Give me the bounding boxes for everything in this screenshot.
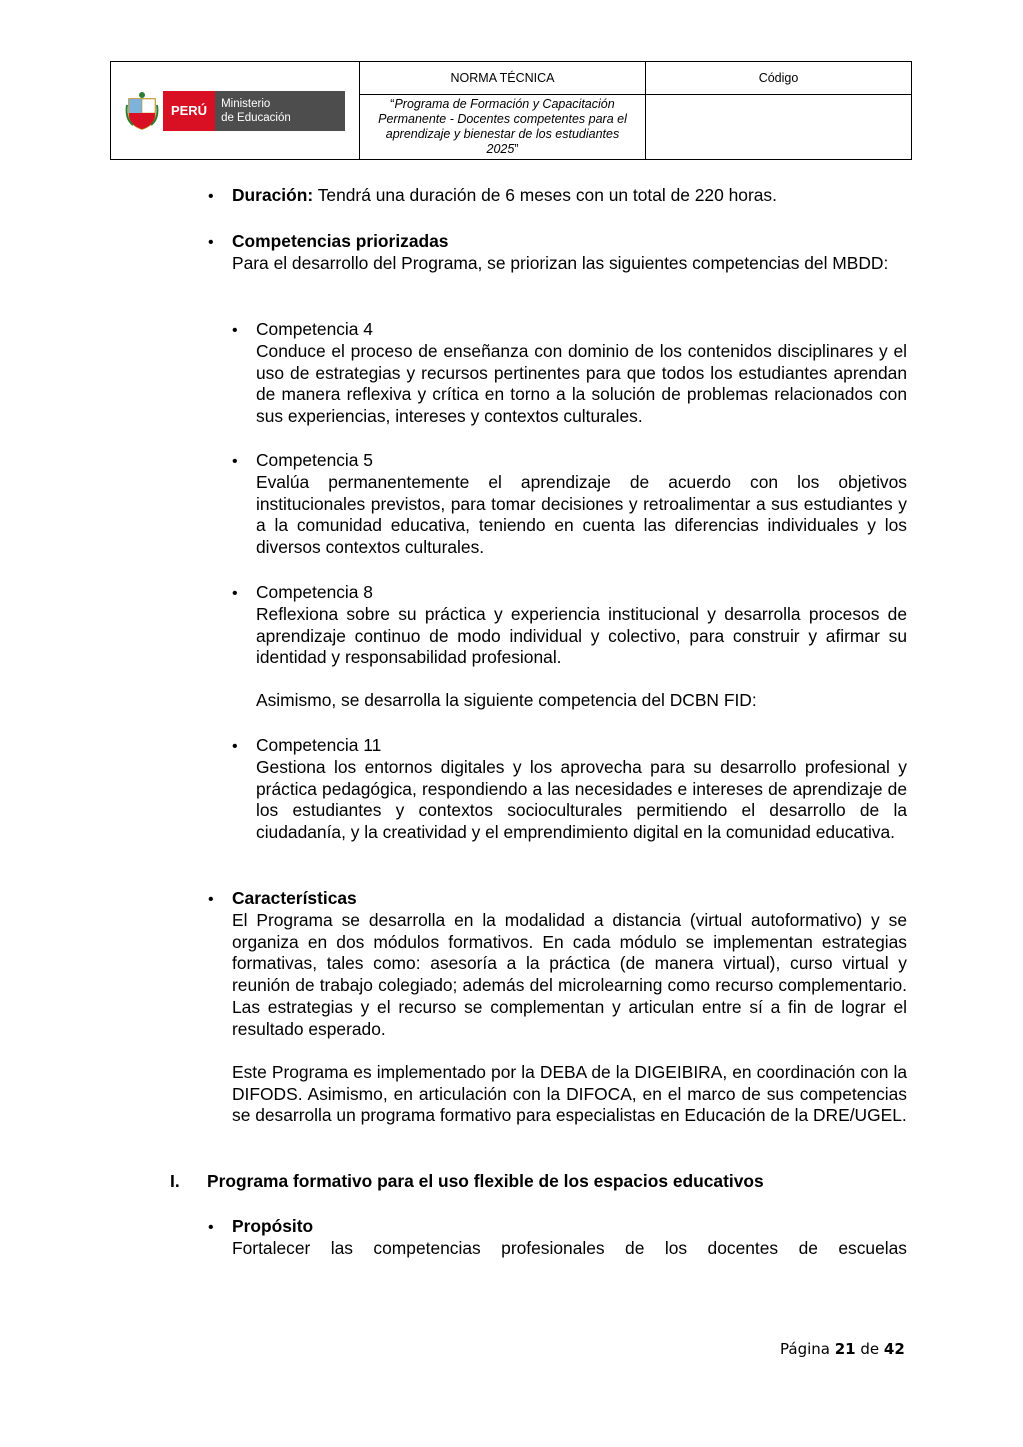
- program-title-cell: [360, 95, 646, 160]
- bullet-icon: •: [232, 585, 238, 602]
- competencias-intro: Para el desarrollo del Programa, se priorizan las siguientes competencias del MBDD:: [232, 253, 889, 273]
- quote-close: ”: [514, 142, 519, 156]
- ministerio-line-1: Ministerio: [221, 97, 271, 110]
- ministerio-line-2: de Educación: [221, 111, 291, 124]
- comp4-title: Competencia 4: [256, 319, 373, 339]
- competencias-title: [232, 231, 907, 253]
- proposito-title: [232, 1216, 907, 1238]
- bullet-icon: •: [208, 234, 214, 251]
- ministerio-label: [215, 91, 345, 131]
- comp5-title: Competencia 5: [256, 450, 373, 470]
- bullet-icon: •: [232, 453, 238, 470]
- peru-coat-of-arms-icon: [125, 91, 159, 131]
- comp11-title: Competencia 11: [256, 735, 382, 755]
- peru-label: PERÚ: [163, 91, 215, 131]
- caracteristicas-text: El Programa se desarrolla en la modalidad a distancia (virtual autoformativo) y se organiza en dos módulos formativos. En cada módulo se implementan estrategias formativas, tales como: asesoría a la práctica (de manera virtual), curso virtual y reunión de trabajo colegiado; además del microlearning como recurso complementario. Las estrategias y el recurso se complementan y articulan entre sí a fin de lograr el resultado esperado.: [232, 910, 907, 1039]
- bullet-icon: •: [208, 891, 214, 908]
- proposito-heading: Propósito: [232, 1216, 314, 1236]
- minedu-logo: [111, 91, 359, 131]
- duracion-text: Tendrá una duración de 6 meses con un total de 220 horas.: [317, 185, 777, 205]
- asimismo-paragraph: Asimismo, se desarrolla la siguiente competencia del DCBN FID:: [256, 690, 757, 710]
- duracion-paragraph: [232, 185, 907, 207]
- footer-pagina-label: Página: [780, 1340, 830, 1358]
- norma-tecnica-cell: NORMA TÉCNICA: [360, 62, 646, 95]
- comp8-text: Reflexiona sobre su práctica y experiencia institucional y desarrolla procesos de aprendizaje continuo de modo individual y colectivo, para construir y afirmar su identidad y responsabilidad profesional.: [256, 604, 907, 668]
- quote-open: “: [390, 97, 395, 111]
- competencias-heading: Competencias priorizadas: [232, 231, 449, 251]
- caracteristicas-title: [232, 888, 907, 910]
- logo-cell: [111, 62, 360, 160]
- page-footer: [780, 1340, 905, 1358]
- section-number: I.: [170, 1171, 180, 1191]
- comp8-title: Competencia 8: [256, 582, 373, 602]
- footer-current-page: 21: [834, 1340, 856, 1358]
- program-title: Programa de Formación y Capacitación Permanente - Docentes competentes para el aprendizaje y bienestar de los estudiantes 2025: [378, 97, 627, 156]
- document-header-table: [110, 61, 912, 160]
- implementacion-paragraph: Este Programa es implementado por la DEBA de la DIGEIBIRA, en coordinación con la DIFODS. Asimismo, en articulación con la DIFOCA, en el marco de sus competencias se desarrolla un programa formativo para especialistas en Educación de la DRE/UGEL.: [232, 1062, 907, 1126]
- bullet-icon: •: [232, 322, 238, 339]
- proposito-text: Fortalecer las competencias profesionales de los docentes de escuelas: [232, 1238, 907, 1258]
- bullet-icon: •: [208, 1219, 214, 1236]
- caracteristicas-heading: Características: [232, 888, 357, 908]
- bullet-icon: •: [232, 738, 238, 755]
- duracion-label: Duración:: [232, 185, 314, 205]
- section-title: Programa formativo para el uso flexible de los espacios educativos: [207, 1171, 764, 1191]
- codigo-cell: Código: [646, 62, 912, 95]
- codigo-value-cell: [646, 95, 912, 160]
- comp5-text: Evalúa permanentemente el aprendizaje de acuerdo con los objetivos institucionales previstos, para tomar decisiones y retroalimentar a sus estudiantes y a la comunidad educativa, teniendo en cuenta las diferencias individuales y los diversos contextos culturales.: [256, 472, 907, 558]
- comp11-text: Gestiona los entornos digitales y los aprovecha para su desarrollo profesional y práctica pedagógica, respondiendo a las necesidades e intereses de aprendizaje de los estudiantes y contextos socioculturales permitiendo el desarrollo de la ciudadanía, y la creatividad y el emprendimiento digital en la comunidad educativa.: [256, 757, 907, 843]
- footer-total-pages: 42: [883, 1340, 905, 1358]
- footer-de-label: de: [860, 1340, 880, 1358]
- comp4-text: Conduce el proceso de enseñanza con dominio de los contenidos disciplinares y el uso de estrategias y recursos pertinentes para que todos los estudiantes aprendan de manera reflexiva y crítica en torno a la solución de problemas relacionados con sus experiencias, intereses y contextos culturales.: [256, 341, 907, 427]
- bullet-icon: •: [208, 188, 214, 205]
